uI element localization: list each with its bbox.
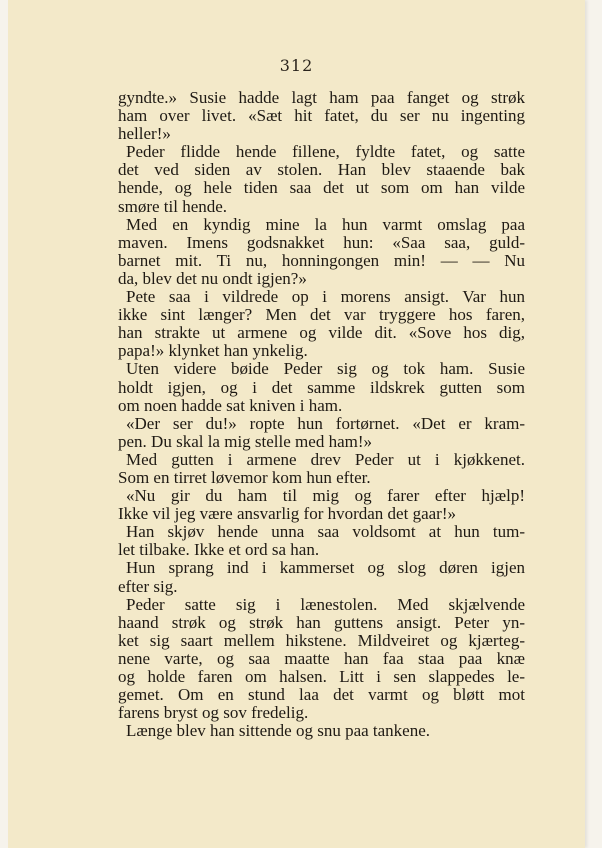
text-line: Længe blev han sittende og snu paa tankene. bbox=[126, 721, 431, 741]
paragraph bbox=[118, 596, 525, 723]
text-line: «Der ser du!» ropte hun fortørnet. «Det er kram- bbox=[126, 413, 525, 433]
text-line: Peder flidde hende fillene, fyldte fatet, og satte bbox=[126, 142, 525, 162]
text-line: Som en tirret løvemor kom hun efter. bbox=[118, 467, 371, 487]
text-line: Pete saa i vildrede op i morens ansigt. Var hun bbox=[126, 287, 525, 307]
text-line: Ikke vil jeg være ansvarlig for hvordan det gaar!» bbox=[118, 504, 456, 524]
paragraph bbox=[118, 360, 525, 414]
body-text bbox=[118, 89, 525, 740]
text-line: haand strøk og strøk han guttens ansigt. Peter yn- bbox=[118, 612, 525, 632]
text-line: hende, og hele tiden saa det ut som om han vilde bbox=[118, 178, 525, 198]
text-line: gyndte.» Susie hadde lagt ham paa fanget og strøk bbox=[118, 88, 525, 107]
text-line: smøre til hende. bbox=[118, 196, 228, 216]
text-line: efter sig. bbox=[118, 576, 178, 596]
text-line: Uten videre bøide Peder sig og tok ham. Susie bbox=[126, 359, 525, 379]
text-line: Han skjøv hende unna saa voldsomt at hun tum- bbox=[126, 522, 525, 542]
paragraph bbox=[118, 451, 525, 487]
text-line: farens bryst og sov fredelig. bbox=[118, 703, 309, 723]
paragraph bbox=[118, 89, 525, 143]
text-line: ket sig saart mellem hikstene. Mildveiret og kjærteg- bbox=[118, 630, 525, 650]
text-line: pen. Du skal la mig stelle med ham!» bbox=[118, 431, 372, 451]
text-line: og holde faren om halsen. Litt i sen slappedes le- bbox=[118, 667, 525, 686]
text-line: «Nu gir du ham til mig og farer efter hjælp! bbox=[126, 486, 525, 506]
paragraph bbox=[118, 143, 525, 215]
text-line: ikke sint længer? Men det var tryggere hos faren, bbox=[118, 305, 525, 325]
page-number: 312 bbox=[279, 56, 314, 75]
paragraph bbox=[118, 288, 525, 360]
text-line: holdt igjen, og i det samme ildskrek gutten som bbox=[118, 377, 525, 397]
text-line: det ved siden av stolen. Han blev staaende bak bbox=[118, 160, 525, 180]
text-line: Med en kyndig mine la hun varmt omslag paa bbox=[126, 214, 525, 234]
text-line: Peder satte sig i lænestolen. Med skjælvende bbox=[126, 594, 525, 614]
text-line: let tilbake. Ikke et ord sa han. bbox=[118, 540, 320, 560]
paragraph bbox=[118, 559, 525, 595]
text-line: heller!» bbox=[118, 124, 171, 144]
text-line: Hun sprang ind i kammerset og slog døren igjen bbox=[126, 558, 525, 578]
text-line: papa!» klynket han ynkelig. bbox=[118, 341, 308, 361]
paragraph bbox=[118, 216, 525, 288]
text-line: ham over livet. «Sæt hit fatet, du ser nu ingenting bbox=[118, 106, 525, 126]
text-line: gemet. Om en stund laa det varmt og bløtt mot bbox=[118, 685, 525, 705]
text-line: han strakte ut armene og vilde dit. «Sove hos dig, bbox=[118, 323, 525, 343]
paragraph bbox=[118, 487, 525, 523]
text-line: da, blev det nu ondt igjen?» bbox=[118, 268, 307, 288]
text-line: Med gutten i armene drev Peder ut i kjøkkenet. bbox=[126, 449, 525, 469]
text-line: maven. Imens godsnakket hun: «Saa saa, guld- bbox=[118, 232, 525, 252]
text-line: barnet mit. Ti nu, honningongen min! — — Nu bbox=[118, 250, 525, 270]
text-line: nene varte, og saa maatte han faa staa paa knæ bbox=[118, 648, 525, 668]
paragraph bbox=[118, 523, 525, 559]
paragraph bbox=[118, 415, 525, 451]
text-line: om noen hadde sat kniven i ham. bbox=[118, 395, 343, 415]
paragraph bbox=[118, 722, 525, 740]
book-page bbox=[8, 0, 585, 848]
